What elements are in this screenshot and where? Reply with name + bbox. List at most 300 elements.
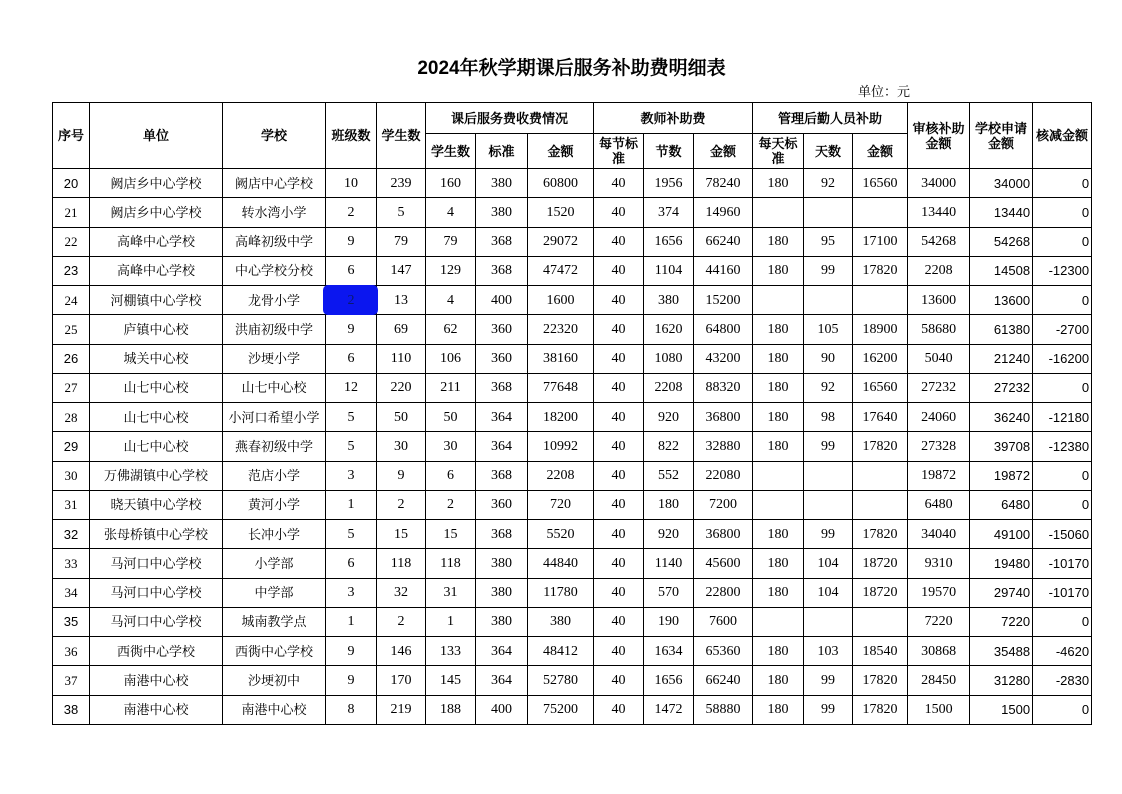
cell-teacher-amount: 66240 (694, 227, 753, 256)
cell-unit: 张母桥镇中心学校 (90, 520, 223, 549)
table-row (53, 373, 1092, 402)
cell-teacher-rate: 40 (594, 578, 644, 607)
cell-teacher-periods: 1956 (644, 169, 694, 198)
cell-teacher-rate: 40 (594, 403, 644, 432)
cell-fee-students: 188 (426, 695, 476, 724)
cell-staff-days: 104 (804, 578, 853, 607)
header-students: 学生数 (377, 103, 426, 169)
cell-fee-standard: 400 (476, 695, 528, 724)
cell-applied: 31280 (970, 666, 1033, 695)
cell-staff-days (804, 198, 853, 227)
table-row (53, 578, 1092, 607)
cell-seq: 21 (53, 198, 90, 227)
cell-staff-rate: 180 (753, 578, 804, 607)
cell-fee-standard: 368 (476, 227, 528, 256)
cell-fee-standard: 380 (476, 607, 528, 636)
cell-school: 龙骨小学 (223, 286, 326, 315)
cell-teacher-rate: 40 (594, 549, 644, 578)
cell-seq: 24 (53, 286, 90, 315)
cell-applied: 14508 (970, 256, 1033, 285)
cell-classes: 8 (326, 695, 377, 724)
cell-fee-amount: 22320 (528, 315, 594, 344)
cell-teacher-amount: 7200 (694, 490, 753, 519)
cell-seq: 32 (53, 520, 90, 549)
cell-staff-rate: 180 (753, 432, 804, 461)
cell-school: 高峰初级中学 (223, 227, 326, 256)
cell-teacher-amount: 22800 (694, 578, 753, 607)
cell-fee-standard: 364 (476, 432, 528, 461)
cell-unit: 阙店乡中心学校 (90, 169, 223, 198)
cell-fee-standard: 400 (476, 286, 528, 315)
cell-classes: 9 (326, 315, 377, 344)
cell-staff-days: 92 (804, 169, 853, 198)
cell-fee-standard: 360 (476, 490, 528, 519)
cell-deducted: 0 (1033, 695, 1092, 724)
cell-unit: 西衖中心学校 (90, 637, 223, 666)
cell-teacher-periods: 374 (644, 198, 694, 227)
cell-students: 219 (377, 695, 426, 724)
cell-unit: 山七中心校 (90, 432, 223, 461)
cell-staff-days: 98 (804, 403, 853, 432)
cell-classes: 1 (326, 607, 377, 636)
cell-teacher-amount: 43200 (694, 344, 753, 373)
cell-fee-standard: 368 (476, 461, 528, 490)
cell-students: 2 (377, 607, 426, 636)
cell-school: 范店小学 (223, 461, 326, 490)
cell-staff-days: 104 (804, 549, 853, 578)
header-staff-days: 天数 (804, 134, 853, 169)
cell-teacher-amount: 88320 (694, 373, 753, 402)
cell-approved: 54268 (908, 227, 970, 256)
cell-fee-students: 6 (426, 461, 476, 490)
cell-applied: 39708 (970, 432, 1033, 461)
cell-teacher-amount: 7600 (694, 607, 753, 636)
cell-school: 黄河小学 (223, 490, 326, 519)
cell-applied: 35488 (970, 637, 1033, 666)
cell-unit: 高峰中心学校 (90, 227, 223, 256)
cell-teacher-amount: 45600 (694, 549, 753, 578)
cell-teacher-amount: 22080 (694, 461, 753, 490)
cell-teacher-periods: 822 (644, 432, 694, 461)
cell-classes: 3 (326, 578, 377, 607)
table-row (53, 403, 1092, 432)
cell-school: 洪庙初级中学 (223, 315, 326, 344)
cell-classes: 9 (326, 637, 377, 666)
cell-fee-standard: 380 (476, 578, 528, 607)
cell-staff-amount (853, 198, 908, 227)
cell-classes: 10 (326, 169, 377, 198)
cell-students: 220 (377, 373, 426, 402)
cell-students: 50 (377, 403, 426, 432)
cell-unit: 晓天镇中心学校 (90, 490, 223, 519)
header-unit: 单位 (90, 103, 223, 169)
cell-classes: 5 (326, 403, 377, 432)
cell-students: 32 (377, 578, 426, 607)
table-row (53, 637, 1092, 666)
cell-fee-amount: 11780 (528, 578, 594, 607)
cell-staff-amount (853, 286, 908, 315)
cell-fee-students: 118 (426, 549, 476, 578)
cell-staff-amount: 18900 (853, 315, 908, 344)
cell-applied: 61380 (970, 315, 1033, 344)
cell-deducted: 0 (1033, 198, 1092, 227)
cell-staff-rate: 180 (753, 373, 804, 402)
cell-unit: 南港中心校 (90, 695, 223, 724)
cell-staff-rate: 180 (753, 666, 804, 695)
cell-deducted: -15060 (1033, 520, 1092, 549)
cell-unit: 河棚镇中心学校 (90, 286, 223, 315)
cell-staff-rate: 180 (753, 637, 804, 666)
cell-applied: 19872 (970, 461, 1033, 490)
cell-students: 170 (377, 666, 426, 695)
cell-fee-students: 133 (426, 637, 476, 666)
cell-teacher-periods: 180 (644, 490, 694, 519)
cell-deducted: 0 (1033, 169, 1092, 198)
cell-teacher-periods: 570 (644, 578, 694, 607)
cell-staff-days: 95 (804, 227, 853, 256)
cell-fee-amount: 720 (528, 490, 594, 519)
cell-fee-students: 211 (426, 373, 476, 402)
cell-seq: 20 (53, 169, 90, 198)
cell-teacher-periods: 190 (644, 607, 694, 636)
table-row (53, 549, 1092, 578)
cell-students: 147 (377, 256, 426, 285)
cell-fee-standard: 368 (476, 256, 528, 285)
cell-seq: 25 (53, 315, 90, 344)
cell-approved: 24060 (908, 403, 970, 432)
cell-classes (326, 286, 377, 315)
cell-school: 山七中心校 (223, 373, 326, 402)
cell-unit: 山七中心校 (90, 373, 223, 402)
cell-teacher-amount: 14960 (694, 198, 753, 227)
header-fee-standard: 标准 (476, 134, 528, 169)
subsidy-detail-table (52, 102, 1092, 725)
currency-unit-label: 单位：元 (858, 84, 911, 99)
cell-staff-rate (753, 607, 804, 636)
cell-school: 城南教学点 (223, 607, 326, 636)
cell-fee-standard: 368 (476, 520, 528, 549)
cell-teacher-rate: 40 (594, 315, 644, 344)
cell-teacher-amount: 36800 (694, 403, 753, 432)
cell-approved: 1500 (908, 695, 970, 724)
cell-seq: 28 (53, 403, 90, 432)
cell-fee-amount: 2208 (528, 461, 594, 490)
cell-unit: 南港中心校 (90, 666, 223, 695)
header-teacher-rate: 每节标准 (594, 134, 644, 169)
cell-staff-rate: 180 (753, 169, 804, 198)
cell-staff-days (804, 490, 853, 519)
cell-approved: 27328 (908, 432, 970, 461)
cell-teacher-periods: 1080 (644, 344, 694, 373)
cell-fee-standard: 380 (476, 198, 528, 227)
cell-teacher-amount: 64800 (694, 315, 753, 344)
cell-classes: 9 (326, 227, 377, 256)
cell-staff-days: 99 (804, 256, 853, 285)
cell-school: 阙店中心学校 (223, 169, 326, 198)
header-teacher-group: 教师补助费 (594, 103, 753, 134)
cell-applied: 34000 (970, 169, 1033, 198)
cell-teacher-rate: 40 (594, 520, 644, 549)
cell-teacher-amount: 32880 (694, 432, 753, 461)
cell-fee-amount: 75200 (528, 695, 594, 724)
cell-staff-amount: 16200 (853, 344, 908, 373)
cell-teacher-periods: 1656 (644, 666, 694, 695)
table-row (53, 198, 1092, 227)
cell-staff-days (804, 286, 853, 315)
cell-deducted: -12180 (1033, 403, 1092, 432)
cell-staff-days: 90 (804, 344, 853, 373)
cell-fee-amount: 38160 (528, 344, 594, 373)
cell-approved: 2208 (908, 256, 970, 285)
table-row (53, 461, 1092, 490)
cell-teacher-rate: 40 (594, 286, 644, 315)
cell-students: 15 (377, 520, 426, 549)
cell-applied: 21240 (970, 344, 1033, 373)
cell-approved: 7220 (908, 607, 970, 636)
cell-school: 小学部 (223, 549, 326, 578)
header-fee-group: 课后服务费收费情况 (426, 103, 594, 134)
cell-staff-days: 99 (804, 520, 853, 549)
cell-teacher-amount: 44160 (694, 256, 753, 285)
cell-teacher-rate: 40 (594, 695, 644, 724)
cell-teacher-periods: 552 (644, 461, 694, 490)
cell-staff-amount (853, 461, 908, 490)
cell-teacher-rate: 40 (594, 637, 644, 666)
cell-applied: 1500 (970, 695, 1033, 724)
table-row (53, 344, 1092, 373)
cell-teacher-periods: 1656 (644, 227, 694, 256)
cell-teacher-periods: 1104 (644, 256, 694, 285)
cell-applied: 13600 (970, 286, 1033, 315)
cell-fee-standard: 364 (476, 666, 528, 695)
cell-school: 小河口希望小学 (223, 403, 326, 432)
cell-fee-students: 15 (426, 520, 476, 549)
cell-teacher-amount: 65360 (694, 637, 753, 666)
cell-deducted: -10170 (1033, 549, 1092, 578)
cell-staff-rate: 180 (753, 227, 804, 256)
header-seq: 序号 (53, 103, 90, 169)
table-row (53, 490, 1092, 519)
table-body (53, 169, 1092, 725)
cell-approved: 19872 (908, 461, 970, 490)
cell-deducted: -2700 (1033, 315, 1092, 344)
cell-teacher-amount: 36800 (694, 520, 753, 549)
cell-applied: 36240 (970, 403, 1033, 432)
cell-unit: 马河口中心学校 (90, 607, 223, 636)
cell-students: 9 (377, 461, 426, 490)
table-row (53, 666, 1092, 695)
cell-staff-amount: 17820 (853, 666, 908, 695)
cell-teacher-periods: 920 (644, 403, 694, 432)
cell-staff-amount: 17640 (853, 403, 908, 432)
cell-approved: 19570 (908, 578, 970, 607)
cell-classes: 9 (326, 666, 377, 695)
cell-fee-students: 50 (426, 403, 476, 432)
cell-fee-students: 1 (426, 607, 476, 636)
cell-fee-standard: 368 (476, 373, 528, 402)
cell-fee-amount: 18200 (528, 403, 594, 432)
cell-classes: 1 (326, 490, 377, 519)
cell-classes: 12 (326, 373, 377, 402)
cell-seq: 37 (53, 666, 90, 695)
cell-staff-amount: 18720 (853, 578, 908, 607)
cell-classes: 2 (326, 198, 377, 227)
cell-deducted: -10170 (1033, 578, 1092, 607)
cell-staff-rate: 180 (753, 520, 804, 549)
cell-teacher-rate: 40 (594, 607, 644, 636)
cell-students: 118 (377, 549, 426, 578)
header-row-group (53, 103, 1092, 134)
cell-teacher-rate: 40 (594, 666, 644, 695)
cell-applied: 49100 (970, 520, 1033, 549)
cell-teacher-periods: 920 (644, 520, 694, 549)
cell-fee-students: 30 (426, 432, 476, 461)
cell-teacher-periods: 1620 (644, 315, 694, 344)
cell-fee-amount: 77648 (528, 373, 594, 402)
cell-students: 239 (377, 169, 426, 198)
cell-approved: 28450 (908, 666, 970, 695)
table-row (53, 432, 1092, 461)
cell-school: 沙埂初中 (223, 666, 326, 695)
cell-fee-standard: 364 (476, 403, 528, 432)
cell-staff-amount (853, 490, 908, 519)
cell-seq: 31 (53, 490, 90, 519)
cell-value: 2 (347, 292, 355, 308)
cell-fee-amount: 1520 (528, 198, 594, 227)
cell-unit: 马河口中心学校 (90, 578, 223, 607)
cell-unit: 山七中心校 (90, 403, 223, 432)
cell-applied: 27232 (970, 373, 1033, 402)
cell-teacher-rate: 40 (594, 432, 644, 461)
cell-staff-amount: 16560 (853, 169, 908, 198)
cell-staff-amount: 18720 (853, 549, 908, 578)
cell-fee-amount: 60800 (528, 169, 594, 198)
cell-applied: 13440 (970, 198, 1033, 227)
cell-staff-rate: 180 (753, 403, 804, 432)
cell-fee-amount: 29072 (528, 227, 594, 256)
cell-seq: 38 (53, 695, 90, 724)
header-school: 学校 (223, 103, 326, 169)
cell-applied: 19480 (970, 549, 1033, 578)
cell-teacher-amount: 78240 (694, 169, 753, 198)
cell-staff-rate (753, 286, 804, 315)
cell-seq: 34 (53, 578, 90, 607)
header-staff-group: 管理后勤人员补助 (753, 103, 908, 134)
cell-staff-rate: 180 (753, 315, 804, 344)
cell-fee-amount: 48412 (528, 637, 594, 666)
cell-classes: 6 (326, 256, 377, 285)
header-teacher-amount: 金额 (694, 134, 753, 169)
cell-school: 南港中心校 (223, 695, 326, 724)
cell-staff-days: 99 (804, 432, 853, 461)
header-staff-rate: 每天标准 (753, 134, 804, 169)
cell-fee-amount: 47472 (528, 256, 594, 285)
cell-students: 30 (377, 432, 426, 461)
cell-approved: 58680 (908, 315, 970, 344)
cell-seq: 30 (53, 461, 90, 490)
cell-staff-days: 103 (804, 637, 853, 666)
cell-students: 69 (377, 315, 426, 344)
cell-fee-standard: 380 (476, 549, 528, 578)
cell-staff-days (804, 607, 853, 636)
cell-applied: 54268 (970, 227, 1033, 256)
cell-applied: 29740 (970, 578, 1033, 607)
cell-students: 13 (377, 286, 426, 315)
header-fee-amount: 金额 (528, 134, 594, 169)
cell-seq: 22 (53, 227, 90, 256)
cell-school: 西衖中心学校 (223, 637, 326, 666)
cell-school: 沙埂小学 (223, 344, 326, 373)
cell-seq: 27 (53, 373, 90, 402)
header-staff-amount: 金额 (853, 134, 908, 169)
cell-approved: 5040 (908, 344, 970, 373)
cell-fee-amount: 1600 (528, 286, 594, 315)
cell-school: 中学部 (223, 578, 326, 607)
cell-fee-amount: 5520 (528, 520, 594, 549)
header-approved: 审核补助金额 (908, 103, 970, 169)
cell-teacher-periods: 1472 (644, 695, 694, 724)
cell-deducted: 0 (1033, 373, 1092, 402)
cell-deducted: 0 (1033, 607, 1092, 636)
cell-seq: 29 (53, 432, 90, 461)
table-row (53, 520, 1092, 549)
cell-fee-students: 4 (426, 286, 476, 315)
cell-teacher-rate: 40 (594, 198, 644, 227)
page-title: 2024年秋学期课后服务补助费明细表 (417, 58, 726, 79)
cell-fee-students: 4 (426, 198, 476, 227)
cell-approved: 34000 (908, 169, 970, 198)
cell-deducted: 0 (1033, 227, 1092, 256)
cell-fee-students: 2 (426, 490, 476, 519)
header-teacher-periods: 节数 (644, 134, 694, 169)
cell-classes: 6 (326, 344, 377, 373)
cell-staff-rate: 180 (753, 695, 804, 724)
cell-staff-amount: 17820 (853, 520, 908, 549)
cell-seq: 33 (53, 549, 90, 578)
cell-school: 长冲小学 (223, 520, 326, 549)
cell-staff-amount: 16560 (853, 373, 908, 402)
cell-fee-amount: 10992 (528, 432, 594, 461)
cell-staff-days (804, 461, 853, 490)
cell-teacher-rate: 40 (594, 169, 644, 198)
cell-fee-standard: 380 (476, 169, 528, 198)
cell-teacher-rate: 40 (594, 256, 644, 285)
cell-fee-amount: 44840 (528, 549, 594, 578)
header-deducted: 核减金额 (1033, 103, 1092, 169)
cell-students: 110 (377, 344, 426, 373)
cell-staff-rate (753, 198, 804, 227)
cell-students: 5 (377, 198, 426, 227)
cell-teacher-rate: 40 (594, 490, 644, 519)
cell-seq: 26 (53, 344, 90, 373)
cell-teacher-periods: 2208 (644, 373, 694, 402)
table-row (53, 227, 1092, 256)
cell-approved: 13440 (908, 198, 970, 227)
cell-teacher-rate: 40 (594, 373, 644, 402)
cell-staff-amount: 17820 (853, 695, 908, 724)
table-row (53, 695, 1092, 724)
table-header (53, 103, 1092, 169)
cell-fee-amount: 380 (528, 607, 594, 636)
cell-fee-students: 106 (426, 344, 476, 373)
cell-applied: 6480 (970, 490, 1033, 519)
cell-seq: 36 (53, 637, 90, 666)
cell-staff-rate: 180 (753, 549, 804, 578)
cell-approved: 6480 (908, 490, 970, 519)
cell-classes: 3 (326, 461, 377, 490)
cell-fee-students: 31 (426, 578, 476, 607)
cell-approved: 13600 (908, 286, 970, 315)
